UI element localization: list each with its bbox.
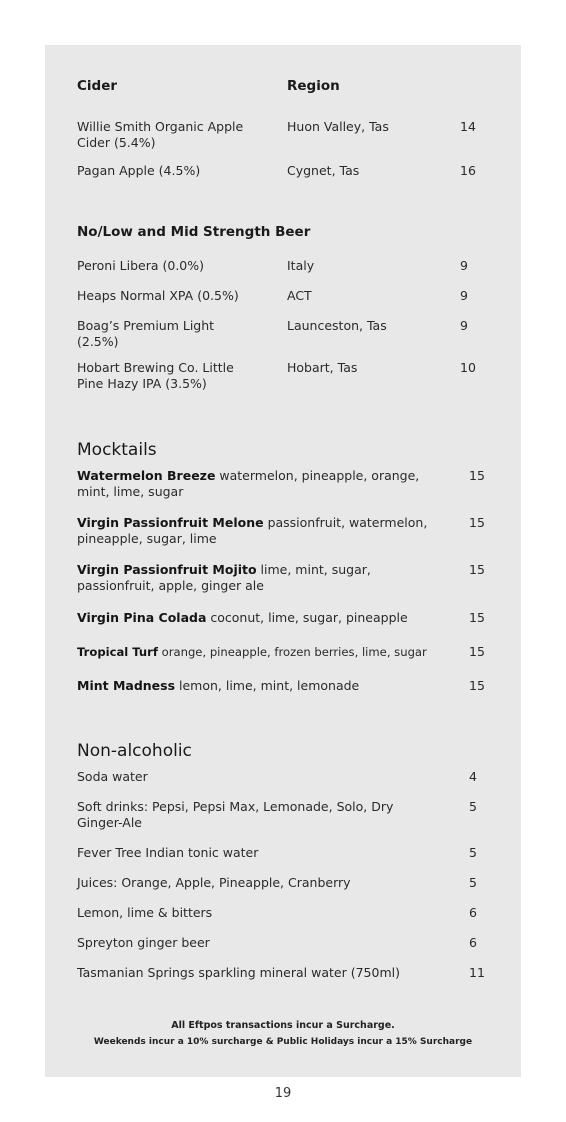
mocktail-item [77, 610, 447, 626]
cider-item-region: Cygnet, Tas [287, 163, 360, 178]
mocktail-name: Mint Madness [77, 678, 176, 693]
mocktail-item [77, 515, 437, 547]
cider-item-name: Pagan Apple (4.5%) [77, 163, 201, 178]
beer-item-region: Launceston, Tas [287, 318, 387, 333]
mocktail-price: 15 [469, 678, 485, 693]
beer-item-price: 9 [460, 318, 468, 333]
mocktail-desc: lemon, lime, mint, lemonade [175, 678, 360, 693]
mocktail-name: Tropical Turf [77, 645, 158, 659]
mocktail-desc: lime, mint, sugar, passionfruit, apple, ginger ale [77, 562, 371, 593]
menu-card [45, 45, 521, 1077]
page-number: 19 [274, 1086, 292, 1101]
nonalcoholic-item-name: Tasmanian Springs sparkling mineral water (750ml) [77, 965, 400, 980]
region-heading: Region [287, 78, 340, 94]
cider-item-price: 14 [460, 119, 476, 134]
beer-item-region: Italy [287, 258, 315, 273]
beer-item-name: Peroni Libera (0.0%) [77, 258, 205, 273]
mocktail-price: 15 [469, 562, 485, 577]
mocktail-desc: orange, pineapple, frozen berries, lime, sugar [157, 645, 427, 659]
mocktail-price: 15 [469, 610, 485, 625]
holiday-surcharge-note: Weekends incur a 10% surcharge & Public Holidays incur a 15% Surcharge [93, 1037, 473, 1047]
surcharge-note: All Eftpos transactions incur a Surcharge. [171, 1020, 395, 1031]
beer-item-region: ACT [287, 288, 312, 303]
mocktail-desc: coconut, lime, sugar, pineapple [206, 610, 408, 625]
nonalcoholic-item-price: 5 [469, 845, 477, 860]
nonalcoholic-item-name: Soft drinks: Pepsi, Pepsi Max, Lemonade, Solo, Dry Ginger-Ale [77, 799, 394, 830]
nonalcoholic-item-name: Juices: Orange, Apple, Pineapple, Cranberry [77, 875, 351, 890]
nonalcoholic-item-name: Soda water [77, 769, 148, 784]
mocktail-price: 15 [469, 644, 485, 659]
mocktail-item [77, 644, 447, 660]
mocktail-price: 15 [469, 515, 485, 530]
mocktail-item [77, 678, 447, 694]
mocktail-price: 15 [469, 468, 485, 483]
beer-item-name: Heaps Normal XPA (0.5%) [77, 288, 239, 303]
cider-item-price: 16 [460, 163, 476, 178]
nonalcoholic-item-name: Spreyton ginger beer [77, 935, 210, 950]
mocktail-item [77, 468, 437, 500]
cider-heading: Cider [77, 78, 118, 94]
nonalcoholic-item-price: 5 [469, 799, 477, 814]
nonalcoholic-item-name: Lemon, lime & bitters [77, 905, 213, 920]
mocktail-name: Watermelon Breeze [77, 468, 216, 483]
beer-item-region: Hobart, Tas [287, 360, 358, 375]
beer-item-name: Hobart Brewing Co. Little Pine Hazy IPA (3.5%) [77, 360, 234, 391]
cider-item-region: Huon Valley, Tas [287, 119, 389, 134]
mocktail-name: Virgin Passionfruit Mojito [77, 562, 257, 577]
beer-item-price: 9 [460, 288, 468, 303]
cider-item-name: Willie Smith Organic Apple Cider (5.4%) [77, 119, 244, 150]
mocktail-desc: passionfruit, watermelon, pineapple, sugar, lime [77, 515, 428, 546]
beer-item-price: 10 [460, 360, 476, 375]
nonalcoholic-heading: Non-alcoholic [77, 741, 192, 761]
nonalcoholic-item-price: 5 [469, 875, 477, 890]
mocktail-desc: watermelon, pineapple, orange, mint, lime, sugar [77, 468, 420, 499]
nonalcoholic-item-price: 4 [469, 769, 477, 784]
beer-heading: No/Low and Mid Strength Beer [77, 224, 311, 240]
mocktails-heading: Mocktails [77, 440, 157, 460]
nonalcoholic-item-price: 6 [469, 905, 477, 920]
nonalcoholic-item-price: 6 [469, 935, 477, 950]
nonalcoholic-item-price: 11 [469, 965, 485, 980]
nonalcoholic-item-name: Fever Tree Indian tonic water [77, 845, 259, 860]
beer-item-price: 9 [460, 258, 468, 273]
mocktail-name: Virgin Passionfruit Melone [77, 515, 264, 530]
mocktail-item [77, 562, 377, 594]
mocktail-name: Virgin Pina Colada [77, 610, 207, 625]
beer-item-name: Boag’s Premium Light (2.5%) [77, 318, 215, 349]
